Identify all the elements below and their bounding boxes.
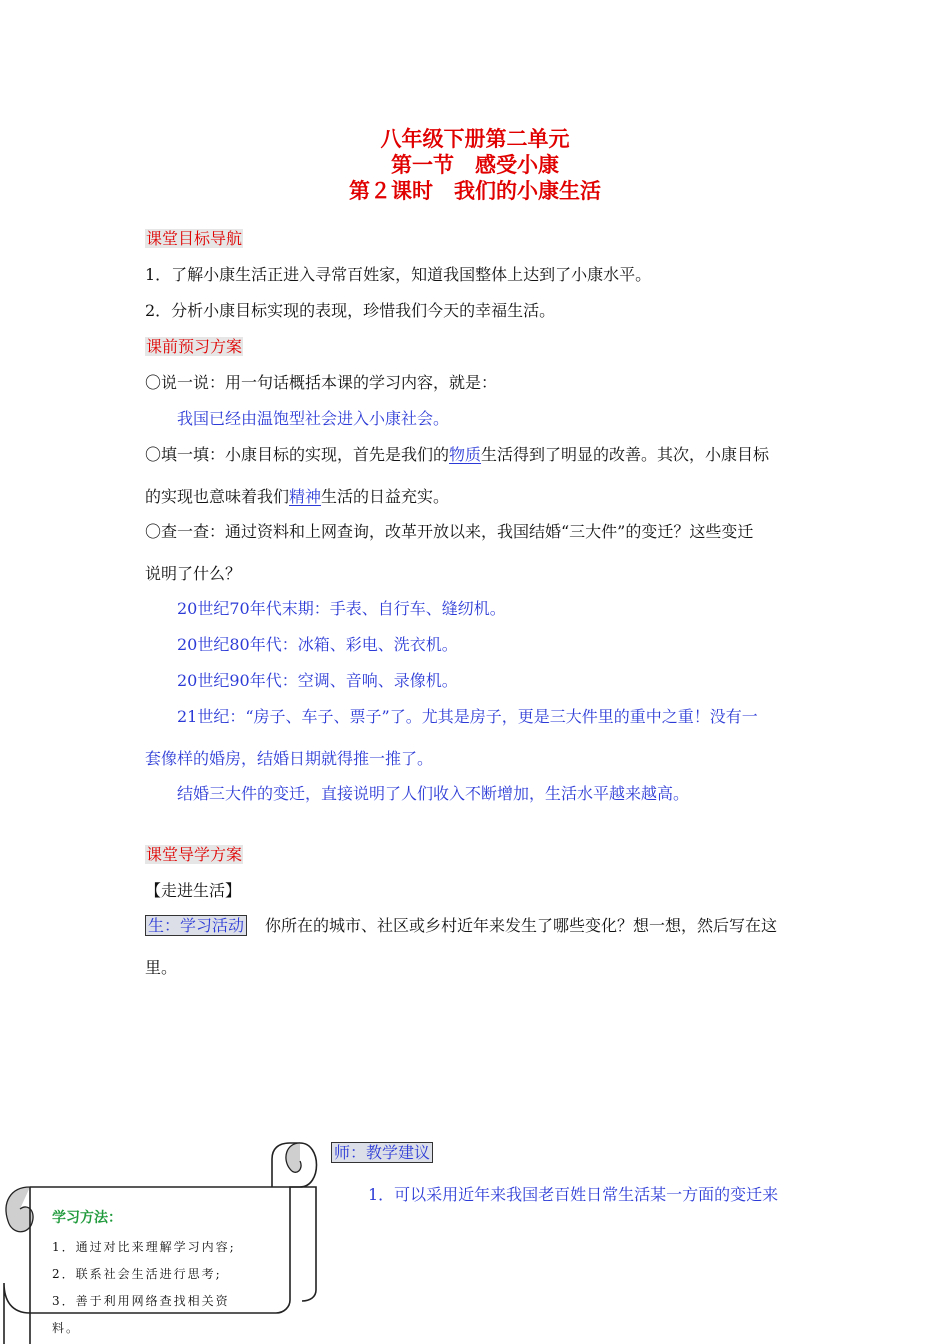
title-lesson: 第２课时 我们的小康生活 xyxy=(349,178,601,203)
answer-90s: 20世纪90年代：空调、音响、录像机。 xyxy=(177,671,458,690)
goals-heading: 课堂目标导航 xyxy=(146,229,243,248)
goal-item-2: 2．分析小康目标实现的表现，珍惜我们今天的幸福生活。 xyxy=(145,301,556,320)
preview-conclusion: 结婚三大件的变迁，直接说明了人们收入不断增加，生活水平越来越高。 xyxy=(177,784,690,803)
fill-blank-spirit: 精神 xyxy=(289,487,322,506)
teacher-label: 师：教学建议 xyxy=(331,1142,433,1163)
method-item-3: 3．善于利用网络查找相关资 xyxy=(52,1294,230,1308)
classroom-heading: 课堂导学方案 xyxy=(146,845,243,864)
fill-blank-material: 物质 xyxy=(449,445,482,464)
fill-text-2: 生活得到了明显的改善。其次，小康目标 xyxy=(481,445,770,464)
method-item-3-cont: 料。 xyxy=(52,1321,81,1335)
fill-line-1 xyxy=(145,442,769,465)
answer-21c-line1: 21世纪：“房子、车子、票子”了。尤其是房子，更是三大件里的重中之重！没有一 xyxy=(177,707,758,726)
fill-line-2 xyxy=(145,484,449,507)
say-answer: 我国已经由温饱型社会进入小康社会。 xyxy=(177,409,450,428)
teacher-item-1: 1．可以采用近年来我国老百姓日常生活某一方面的变迁来 xyxy=(368,1185,779,1204)
fill-text-3: 的实现也意味着我们 xyxy=(145,487,290,506)
fill-text-1: 〇填一填：小康目标的实现，首先是我们的 xyxy=(145,445,450,464)
activity-label: 生：学习活动 xyxy=(145,915,247,936)
goal-item-1: 1．了解小康生活正进入寻常百姓家，知道我国整体上达到了小康水平。 xyxy=(145,265,652,284)
answer-80s: 20世纪80年代：冰箱、彩电、洗衣机。 xyxy=(177,635,458,654)
answer-70s: 20世纪70年代末期：手表、自行车、缝纫机。 xyxy=(177,599,506,618)
fill-text-4: 生活的日益充实。 xyxy=(321,487,450,506)
check-prompt-1: 〇查一查：通过资料和上网查询，改革开放以来，我国结婚“三大件”的变迁？这些变迁 xyxy=(145,522,754,541)
activity-line-1 xyxy=(145,913,777,936)
answer-21c-line2: 套像样的婚房，结婚日期就得推一推了。 xyxy=(145,749,434,768)
method-item-1: 1．通过对比来理解学习内容; xyxy=(52,1240,236,1254)
classroom-subheading: 【走进生活】 xyxy=(145,881,242,900)
check-prompt-2: 说明了什么？ xyxy=(145,564,242,583)
method-title: 学习方法： xyxy=(52,1210,122,1226)
preview-heading: 课前预习方案 xyxy=(146,337,243,356)
title-section: 第一节 感受小康 xyxy=(391,152,559,177)
method-item-2: 2．联系社会生活进行思考; xyxy=(52,1267,222,1281)
title-grade-unit: 八年级下册第二单元 xyxy=(380,126,570,151)
say-prompt: 〇说一说：用一句话概括本课的学习内容，就是： xyxy=(145,373,498,392)
activity-text-1: 你所在的城市、社区或乡村近年来发生了哪些变化？想一想，然后写在这 xyxy=(265,916,778,935)
activity-text-2: 里。 xyxy=(145,958,178,977)
